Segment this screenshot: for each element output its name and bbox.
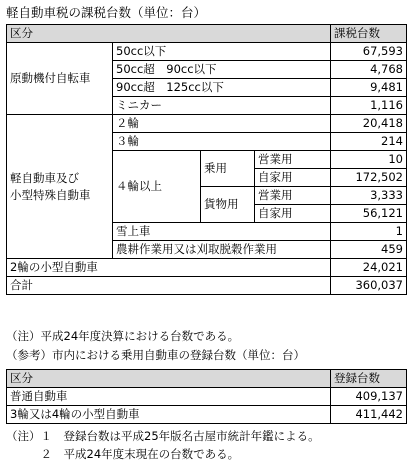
table-row — [7, 406, 407, 424]
row-label: 農耕作業用又は刈取脱穀作業用 — [113, 241, 331, 259]
row-value: 4,768 — [331, 61, 407, 79]
group-kei-line1: 軽自動車及び — [10, 170, 79, 185]
row-label: 50cc以下 — [113, 43, 331, 61]
row-value: 214 — [331, 133, 407, 151]
row-label: ３輪 — [113, 133, 331, 151]
subgroup-cargo: 貨物用 — [201, 187, 255, 223]
total-value: 360,037 — [331, 277, 407, 295]
subgroup-four-wheel: ４輪以上 — [113, 151, 201, 223]
row-value: 67,593 — [331, 43, 407, 61]
row-label: 自家用 — [255, 205, 331, 223]
row-value: 411,442 — [331, 406, 407, 424]
row-label: 90cc超 125cc以下 — [113, 79, 331, 97]
row-label: 3輪又は4輪の小型自動車 — [7, 406, 331, 424]
table-row — [7, 259, 407, 277]
table-header-row — [7, 25, 407, 43]
row-value: 24,021 — [331, 259, 407, 277]
header-count: 登録台数 — [331, 370, 407, 388]
total-label: 合計 — [7, 277, 331, 295]
row-label: 50cc超 90cc以下 — [113, 61, 331, 79]
row-value: 459 — [331, 241, 407, 259]
row-value: 9,481 — [331, 79, 407, 97]
row-value: 172,502 — [331, 169, 407, 187]
row-value: 409,137 — [331, 388, 407, 406]
group-moped: 原動機付自転車 — [7, 43, 113, 115]
note-1: （注）平成24年度決算における台数である。 — [6, 329, 240, 343]
row-value: 20,418 — [331, 115, 407, 133]
group-kei — [7, 115, 113, 259]
note-2-2: ２ 平成24年度末現在の台数である。 — [6, 447, 240, 461]
table-header-row — [7, 370, 407, 388]
table-row — [7, 388, 407, 406]
row-label: 雪上車 — [113, 223, 331, 241]
reference-title: （参考）市内における乗用自動車の登録台数（単位：台） — [6, 348, 305, 362]
row-label: 自家用 — [255, 169, 331, 187]
subgroup-passenger: 乗用 — [201, 151, 255, 187]
row-label: 営業用 — [255, 187, 331, 205]
total-row — [7, 277, 407, 295]
registration-table — [6, 369, 407, 424]
table-row — [7, 115, 407, 133]
row-value: 3,333 — [331, 187, 407, 205]
tax-count-table — [6, 24, 407, 295]
page-title: 軽自動車税の課税台数（単位：台） — [6, 5, 207, 20]
row-label: ２輪 — [113, 115, 331, 133]
row-value: 1,116 — [331, 97, 407, 115]
row-value: 10 — [331, 151, 407, 169]
header-category: 区分 — [7, 370, 331, 388]
group-kei-line2: 小型特殊自動車 — [10, 187, 91, 202]
row-label: 普通自動車 — [7, 388, 331, 406]
header-category: 区分 — [7, 25, 331, 43]
table-row — [7, 43, 407, 61]
row-value: 1 — [331, 223, 407, 241]
header-count: 課税台数 — [331, 25, 407, 43]
row-label: 2輪の小型自動車 — [7, 259, 331, 277]
row-label: ミニカー — [113, 97, 331, 115]
note-2-1: （注）１ 登録台数は平成25年版名古屋市統計年鑑による。 — [6, 429, 320, 443]
row-value: 56,121 — [331, 205, 407, 223]
row-label: 営業用 — [255, 151, 331, 169]
